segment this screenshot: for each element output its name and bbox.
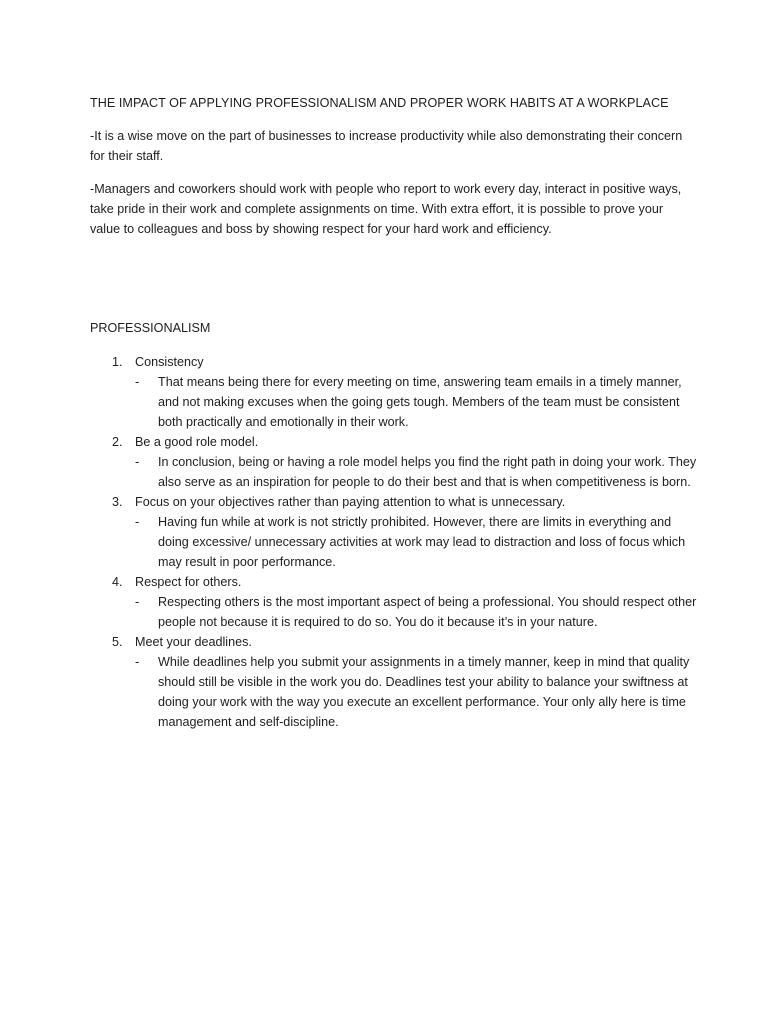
list-item-detail bbox=[90, 372, 690, 432]
list-item-detail bbox=[90, 592, 697, 632]
dash-bullet: - bbox=[135, 655, 140, 669]
list-item-number: 3. bbox=[112, 495, 123, 509]
list-item-detail bbox=[90, 512, 690, 572]
list-item-detail-text: That means being there for every meeting on time, answering team emails in a timely manner, and not making excuses when the going gets tough. Members of the team must be consistent both practically and emotionally in their work. bbox=[158, 375, 682, 429]
list-item-detail bbox=[90, 452, 697, 492]
list-item-title: Respect for others. bbox=[135, 575, 242, 589]
numbered-list bbox=[90, 352, 697, 732]
list-item-title: Meet your deadlines. bbox=[135, 635, 252, 649]
list-item bbox=[90, 352, 690, 372]
list-item bbox=[90, 492, 690, 512]
list-item-title: Focus on your objectives rather than paying attention to what is unnecessary. bbox=[135, 495, 566, 509]
section-heading: PROFESSIONALISM bbox=[90, 321, 211, 335]
list-item-number: 2. bbox=[112, 435, 123, 449]
list-item-number: 1. bbox=[112, 355, 123, 369]
list-item-detail-text: Respecting others is the most important aspect of being a professional. You should respect other people not because it is required to do so. You do it because it’s in your nature. bbox=[158, 595, 697, 629]
intro-paragraph: -Managers and coworkers should work with people who report to work every day, interact in positive ways, take pride in their work and complete assignments on time. With extra effort, it is possible to prove your value to colleagues and boss by showing respect for your hard work and efficiency. bbox=[90, 182, 682, 236]
dash-bullet: - bbox=[135, 455, 140, 469]
list-item bbox=[90, 632, 690, 652]
list-item-number: 4. bbox=[112, 575, 123, 589]
list-item bbox=[90, 572, 690, 592]
list-item-title: Be a good role model. bbox=[135, 435, 259, 449]
dash-bullet: - bbox=[135, 515, 140, 529]
list-item-number: 5. bbox=[112, 635, 123, 649]
list-item-title: Consistency bbox=[135, 355, 204, 369]
dash-bullet: - bbox=[135, 375, 140, 389]
intro-paragraph: -It is a wise move on the part of businesses to increase productivity while also demonstrating their concern for their staff. bbox=[90, 129, 683, 163]
document-title: THE IMPACT OF APPLYING PROFESSIONALISM AND PROPER WORK HABITS AT A WORKPLACE bbox=[90, 96, 669, 110]
list-item-detail-text: In conclusion, being or having a role model helps you find the right path in doing your work. They also serve as an inspiration for people to do their best and that is when competitiveness is born. bbox=[158, 455, 697, 489]
list-item-detail-text: Having fun while at work is not strictly prohibited. However, there are limits in everything and doing excessive/ unnecessary activities at work may lead to distraction and loss of focus which may result in poor performance. bbox=[158, 515, 686, 569]
list-item bbox=[90, 432, 690, 452]
document-body bbox=[90, 93, 697, 732]
list-item-detail bbox=[90, 652, 690, 732]
list-item-detail-text: While deadlines help you submit your assignments in a timely manner, keep in mind that quality should still be visible in the work you do. Deadlines test your ability to balance your swiftness at doing your work with the way you execute an excellent performance. Your only ally here is time management and self-discipline. bbox=[158, 655, 690, 729]
dash-bullet: - bbox=[135, 595, 140, 609]
